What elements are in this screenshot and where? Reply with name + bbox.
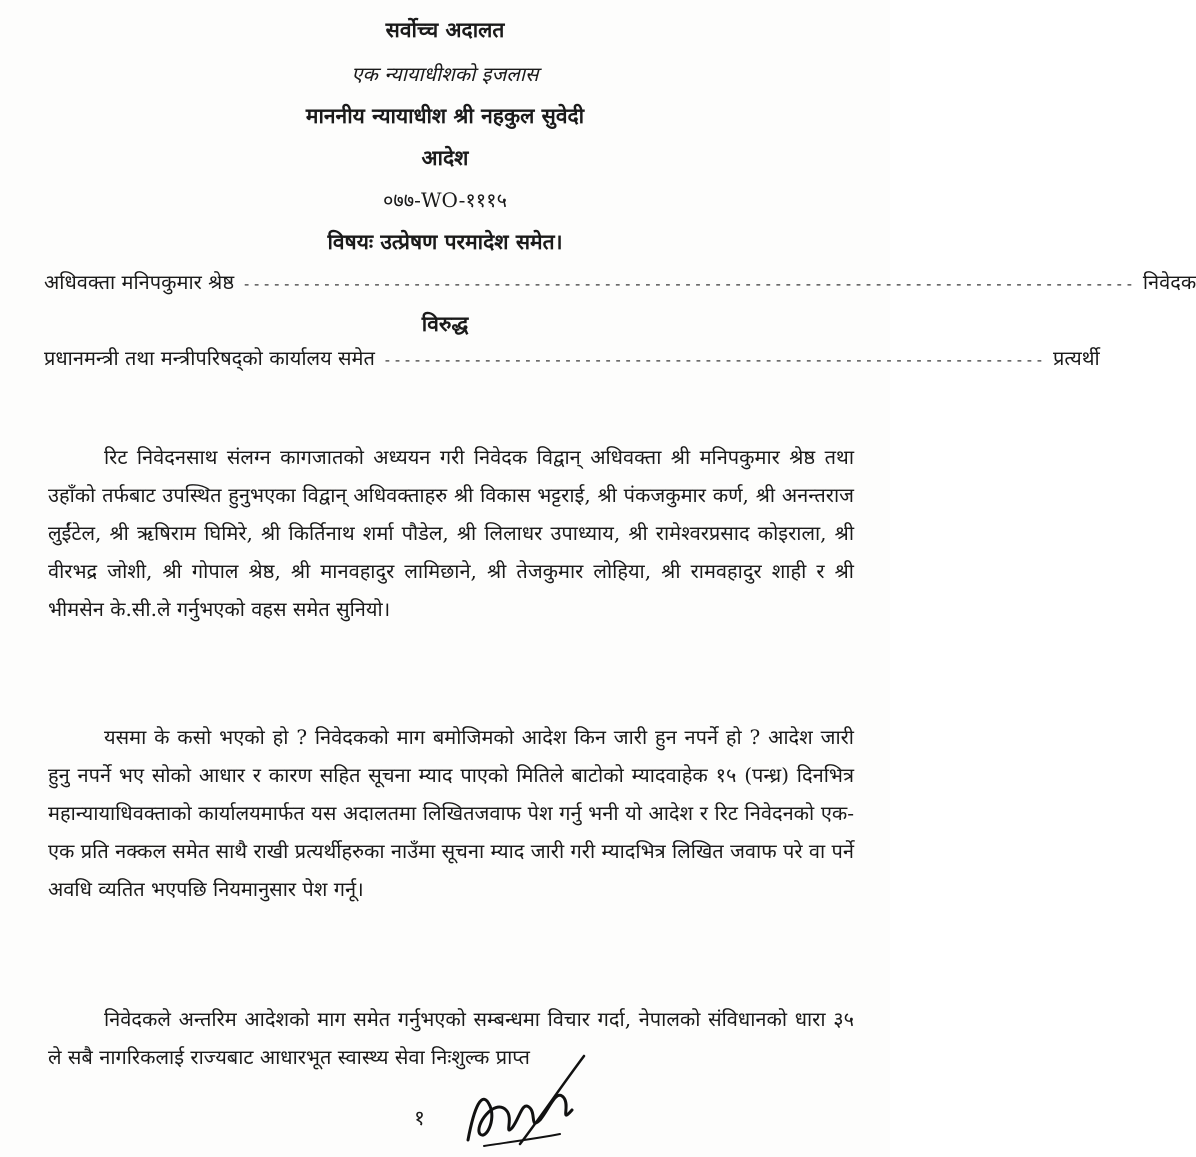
respondent-row <box>44 344 1100 371</box>
petitioner-row <box>44 268 1196 295</box>
petitioner-name: अधिवक्ता मनिपकुमार श्रेष्ठ <box>44 270 235 294</box>
page-number: १ <box>414 1106 425 1130</box>
respondent-role: प्रत्यर्थी <box>1052 346 1100 370</box>
court-name: सर्वोच्च अदालत <box>385 17 505 42</box>
petitioner-role: निवेदक <box>1142 270 1196 294</box>
respondent-name: प्रधानमन्त्री तथा मन्त्रीपरिषद्को कार्यालय समेत <box>44 346 375 370</box>
bench-type: एक न्यायाधीशको इजलास <box>351 62 539 86</box>
paragraph-show-cause: यसमा के कसो भएको हो ? निवेदकको माग बमोजिमको आदेश किन जारी हुन नपर्ने हो ? आदेश जारी हुनु नपर्ने भए सोको आधार र कारण सहित सूचना म्याद पाएको मितिले बाटोको म्यादवाहेक १५ (पन्ध्र) दिनभित्र महान्यायाधिवक्ताको कार्यालयमार्फत यस अदालतमा लिखितजवाफ पेश गर्नु भनी यो आदेश र रिट निवेदनको एक-एक प्रति नक्कल समेत साथै राखी प्रत्यर्थीहरुका नाउँमा सूचना म्याद जारी गरी म्यादभित्र लिखित जवाफ परे वा पर्ने अवधि व्यतित भएपछि नियमानुसार पेश गर्नू। <box>48 725 854 901</box>
judge-name: माननीय न्यायाधीश श्री नहकुल सुवेदी <box>305 103 585 128</box>
paragraph-hearing: रिट निवेदनसाथ संलग्न कागजातको अध्ययन गरी निवेदक विद्वान् अधिवक्ता श्री मनिपकुमार श्रेष्ठ तथा उहाँको तर्फबाट उपस्थित हुनुभएका विद्वान् अधिवक्ताहरु श्री विकास भट्टराई, श्री पंकजकुमार कर्ण, श्री अनन्तराज लुईंटेल, श्री ऋषिराम घिमिरे, श्री किर्तिनाथ शर्मा पौडेल, श्री लिलाधर उपाध्याय, श्री रामेश्वरप्रसाद कोइराला, श्री वीरभद्र जोशी, श्री गोपाल श्रेष्ठ, श्री मानवहादुर लामिछाने, श्री तेजकुमार लोहिया, श्री रामवहादुर शाही र श्री भीमसेन के.सी.ले गर्नुभएको वहस समेत सुनियो। <box>48 445 854 621</box>
respondent-leader-dashes: ------------------------------------------------------------------ <box>382 351 1045 369</box>
case-subject: विषयः उत्प्रेषण परमादेश समेत। <box>327 229 563 254</box>
paragraph-interim-order: निवेदकले अन्तरिम आदेशको माग समेत गर्नुभएको सम्बन्धमा विचार गर्दा, नेपालको संविधानको धारा ३५ ले सबै नागरिकलाई राज्यबाट आधारभूत स्वास्थ्य सेवा निःशुल्क प्राप्त <box>48 1007 854 1069</box>
case-number: ०७७-WO-१११५ <box>382 188 507 212</box>
judge-signature <box>460 1048 590 1153</box>
versus-heading: विरुद्ध <box>421 311 469 336</box>
petitioner-leader-dashes: ----------------------------------------------------------------------------------------- <box>242 275 1135 293</box>
order-title: आदेश <box>421 145 469 170</box>
